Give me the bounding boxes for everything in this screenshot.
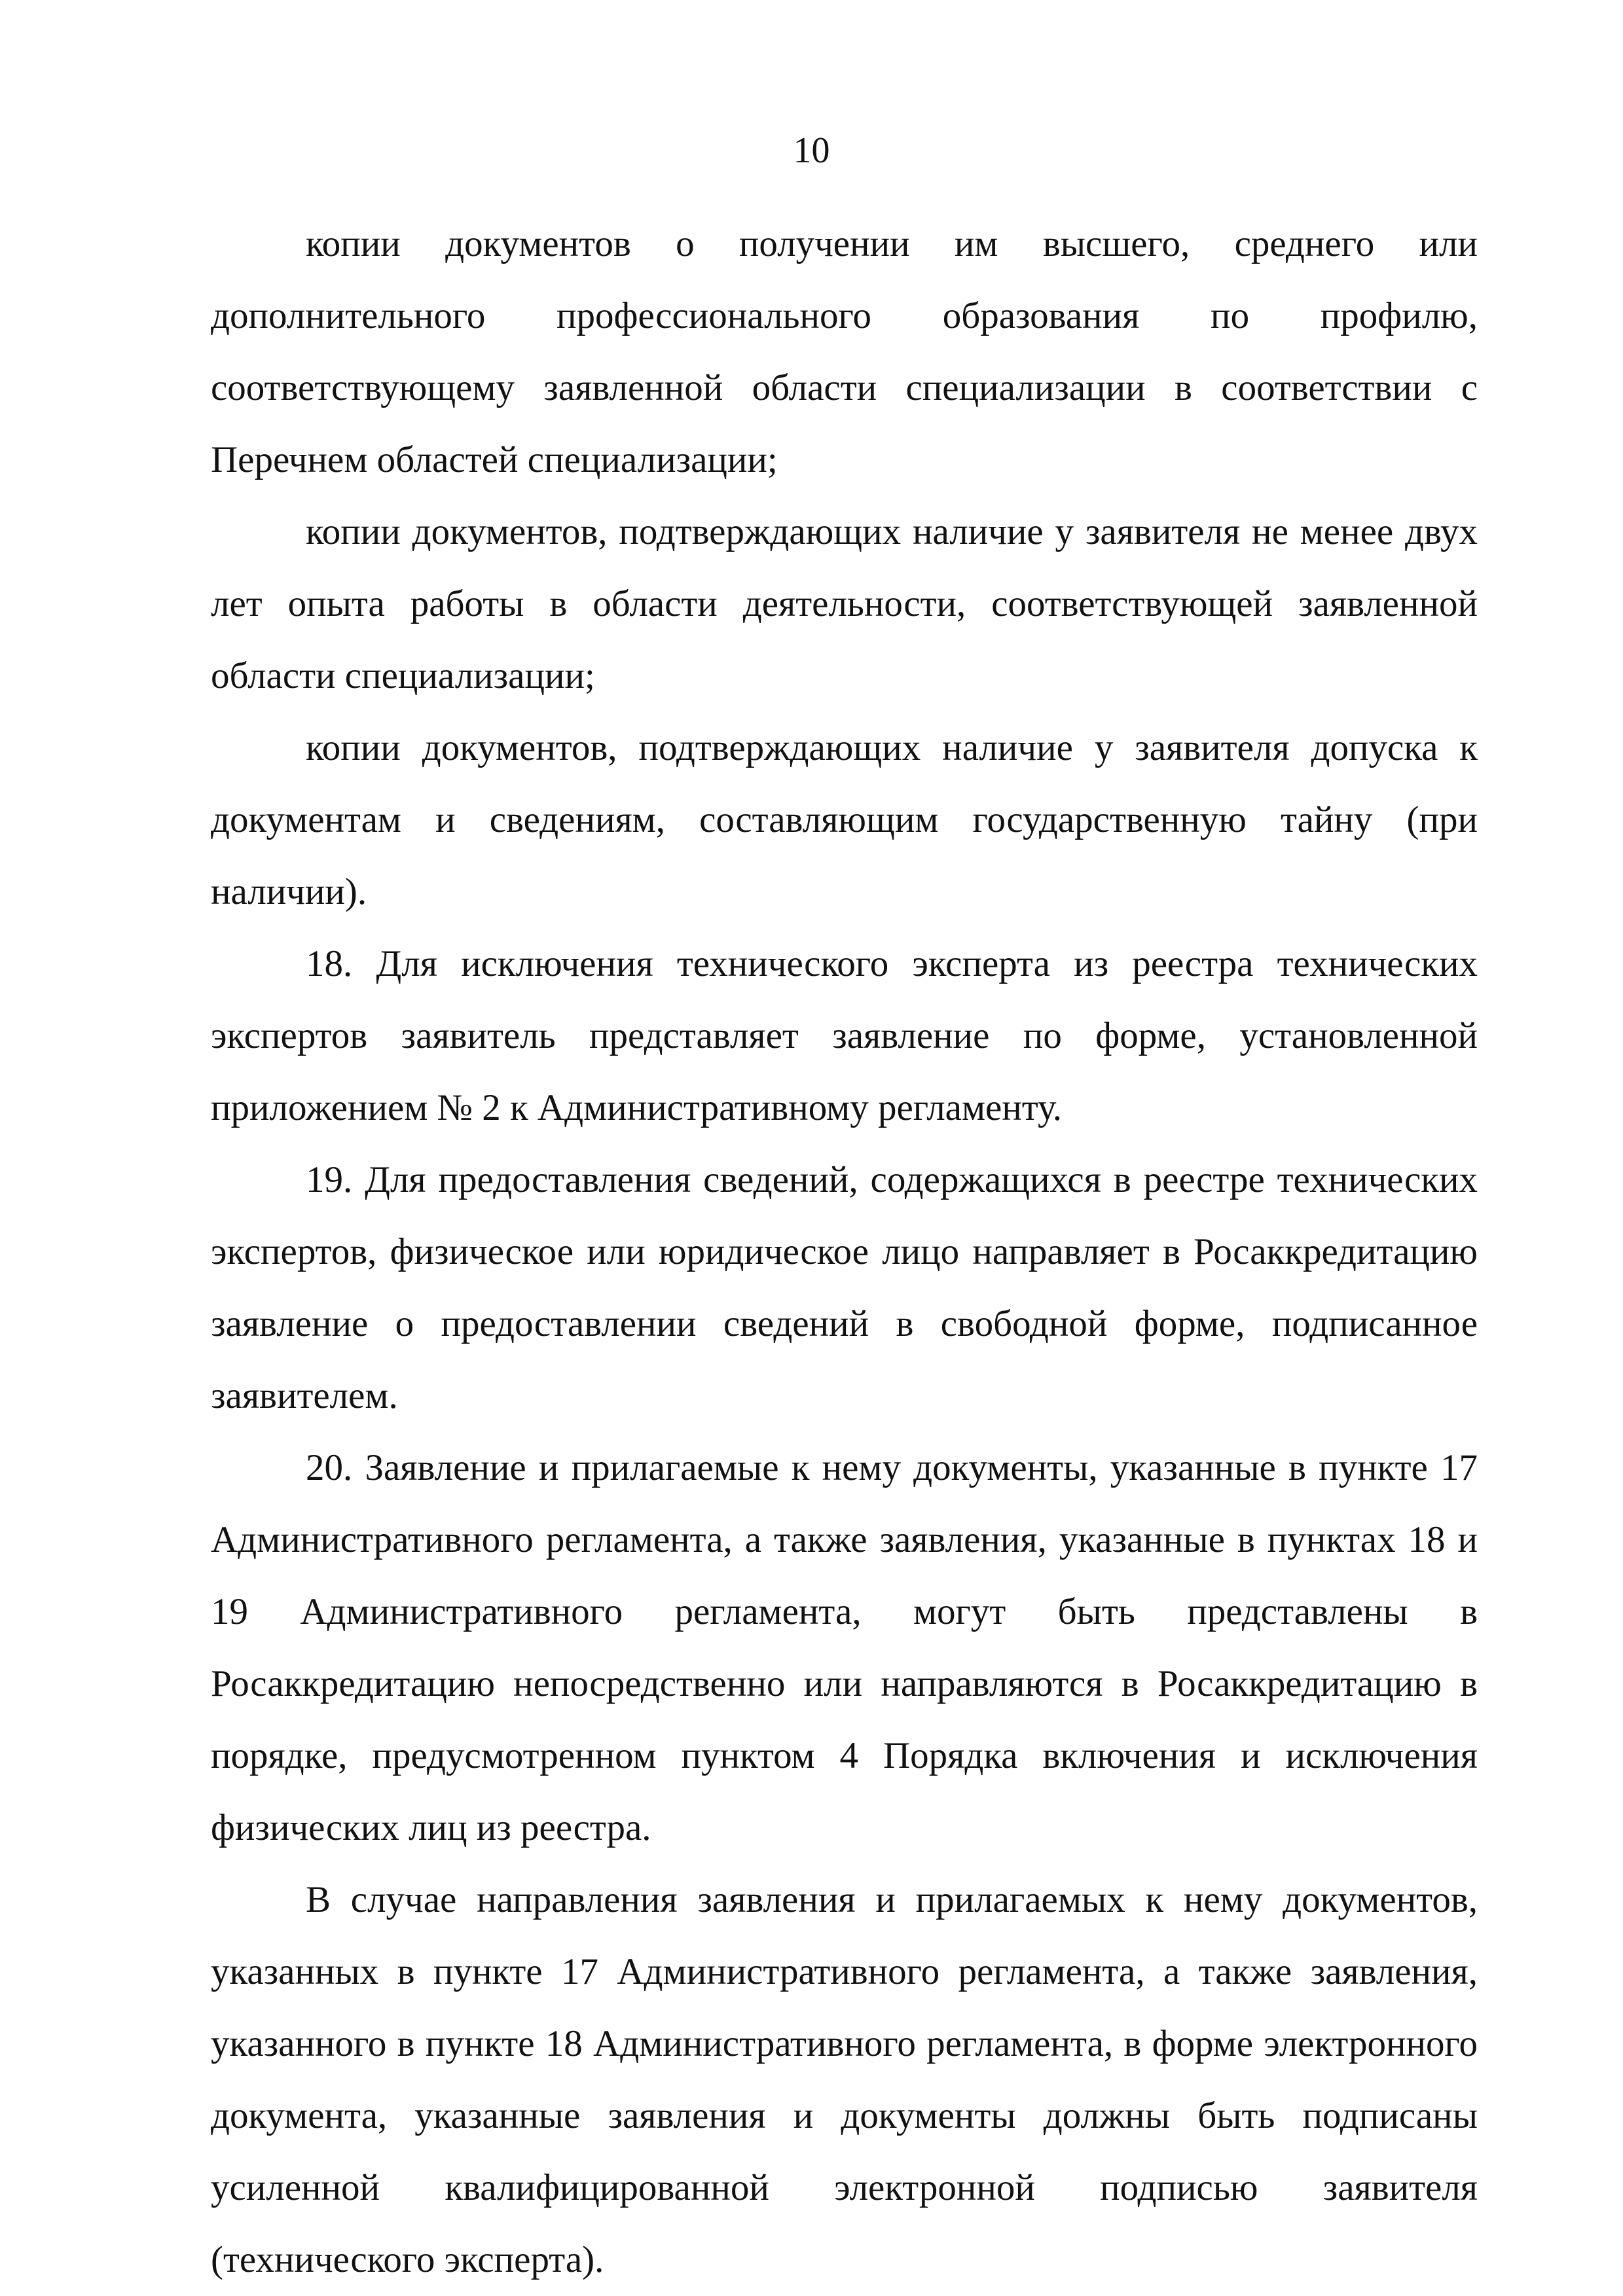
paragraph-work-experience: копии документов, подтверждающих наличие у заявителя не менее двух лет опыта работы в области деятельности, соответствующей заявленной области специализации; bbox=[211, 511, 1478, 696]
paragraph-electronic-signature: В случае направления заявления и прилагаемых к нему документов, указанных в пункте 17 Административного регламента, а также заявления, указанного в пункте 18 Административного регламента, в форме электронного документа, указанные заявления и документы должны быть подписаны усиленной квалифицированной электронной подписью заявителя (технического эксперта). bbox=[211, 1879, 1478, 2280]
paragraph-state-secret-access: копии документов, подтверждающих наличие у заявителя допуска к документам и сведениям, составляющим государственную тайну (при наличии). bbox=[211, 727, 1478, 912]
page-number: 10 bbox=[793, 130, 830, 171]
document-body bbox=[211, 208, 1478, 2296]
paragraph-item-19: 19. Для предоставления сведений, содержащихся в реестре технических экспертов, физическое или юридическое лицо направляет в Росаккредитацию заявление о предоставлении сведений в свободной форме, подписанное заявителем. bbox=[211, 1159, 1478, 1416]
paragraph-item-20: 20. Заявление и прилагаемые к нему документы, указанные в пункте 17 Административного регламента, а также заявления, указанные в пунктах 18 и 19 Административного регламента, могут быть представлены в Росаккредитацию непосредственно или направляются в Росаккредитацию в порядке, предусмотренном пунктом 4 Порядка включения и исключения физических лиц из реестра. bbox=[211, 1447, 1478, 1848]
paragraph-education-documents: копии документов о получении им высшего, среднего или дополнительного профессионального образования по профилю, соответствующему заявленной области специализации в соответствии с Перечнем областей специализации; bbox=[211, 223, 1478, 480]
paragraph-item-18: 18. Для исключения технического эксперта из реестра технических экспертов заявитель представляет заявление по форме, установленной приложением № 2 к Административному регламенту. bbox=[211, 943, 1478, 1128]
